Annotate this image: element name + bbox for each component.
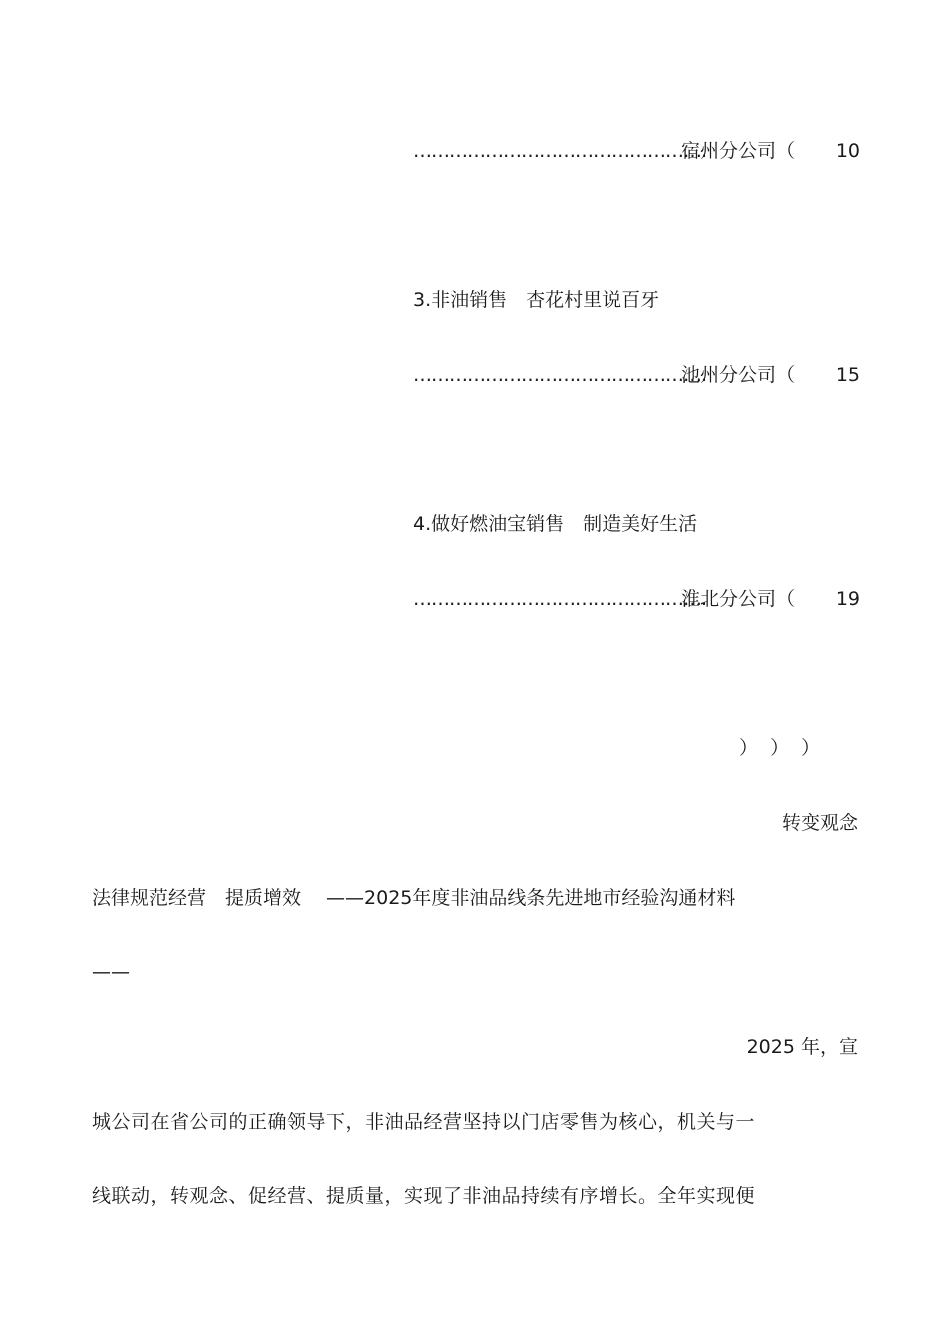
paragraph-line-1: 城公司在省公司的正确领导下，非油品经营坚持以门店零售为核心，机关与一 <box>92 1111 756 1133</box>
heading-dash: —— <box>92 961 130 983</box>
closing-parens: ） ） ） <box>739 737 821 759</box>
toc-org: 池州分公司（ <box>681 364 796 386</box>
heading-right: 转变观念 <box>781 812 858 834</box>
toc-title-3: 3.非油销售 杏花村里说百牙 <box>413 289 660 311</box>
heading-title-line: 法律规范经营 提质增效 ——2025年度非油品线条先进地市经验沟通材料 <box>92 887 736 909</box>
toc-leader-dots: …………………………………………. <box>413 588 707 610</box>
toc-page-number: 15 <box>835 364 860 386</box>
paragraph-line-2: 线联动，转观念、促经营、提质量，实现了非油品持续有序增长。全年实现便 <box>92 1185 756 1207</box>
toc-title-4: 4.做好燃油宝销售 制造美好生活 <box>413 513 698 535</box>
toc-leader-dots: …………………………………………. <box>413 364 707 386</box>
toc-org: 宿州分公司（ <box>681 140 796 162</box>
toc-leader-dots: …………………………………………. <box>413 140 707 162</box>
toc-org: 淮北分公司（ <box>681 588 796 610</box>
toc-page-number: 19 <box>835 588 860 610</box>
toc-page-number: 10 <box>835 140 860 162</box>
paragraph-start: 2025 年，宣 <box>746 1036 858 1058</box>
